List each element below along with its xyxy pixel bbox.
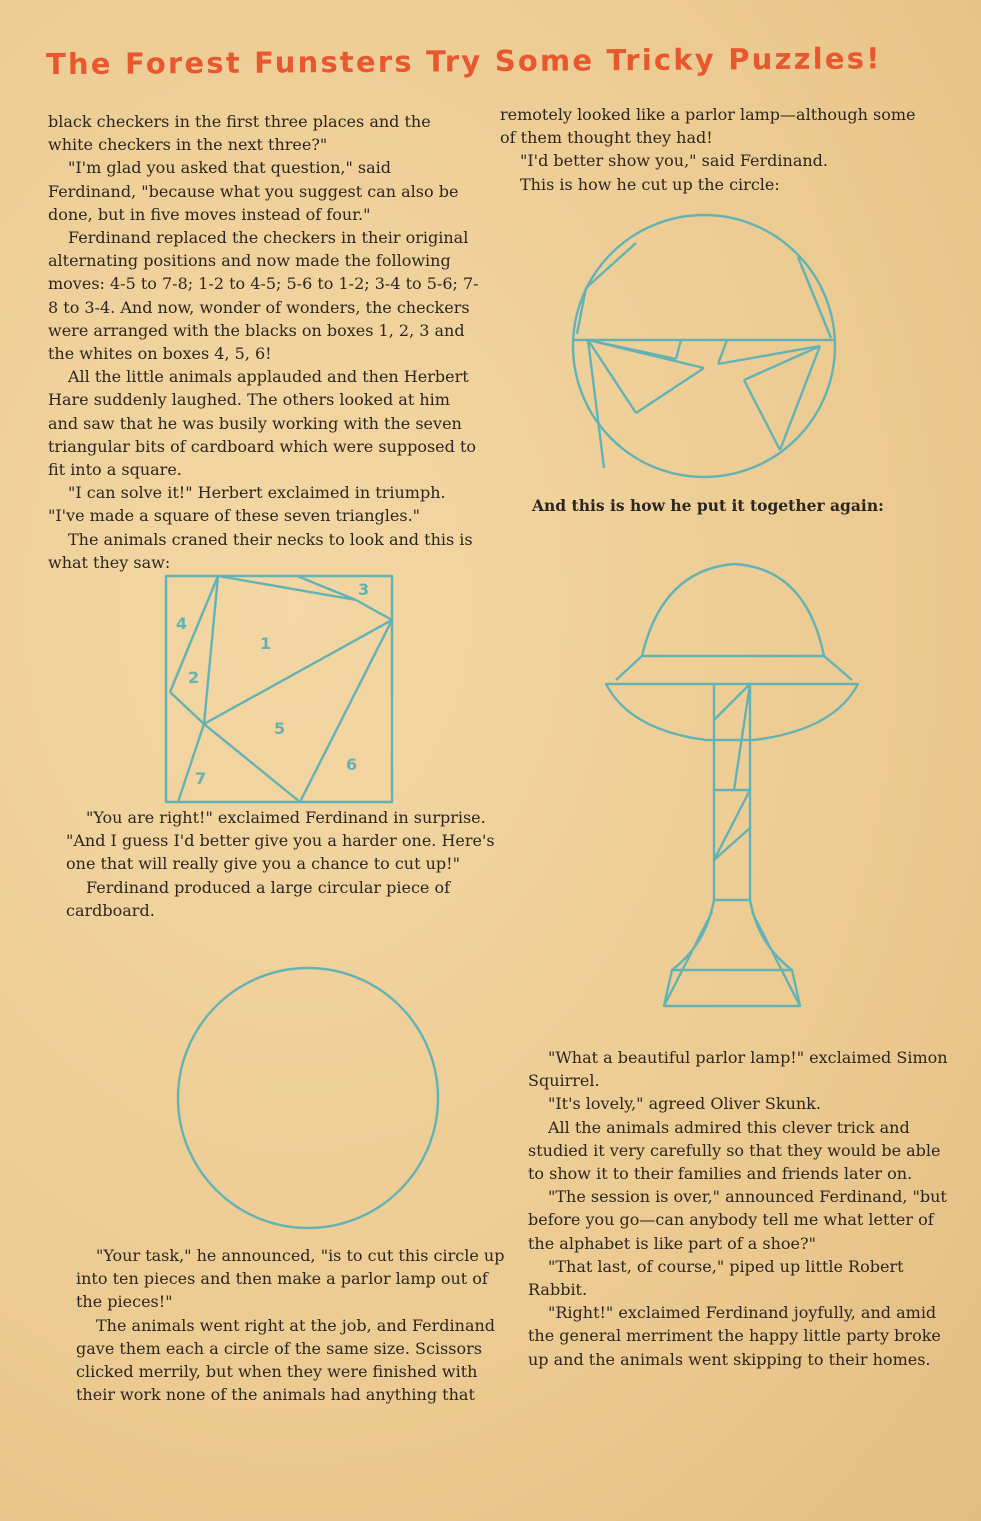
page-title: The Forest Funsters Try Some Tricky Puzzles!	[45, 41, 882, 82]
piece-label-5: 5	[274, 719, 286, 738]
parlor-lamp-drawing	[602, 560, 864, 1022]
lamp-shade	[642, 564, 824, 656]
piece-label-7: 7	[195, 769, 207, 788]
lamp-shade-base	[606, 684, 858, 740]
lamp-foot	[664, 900, 800, 1006]
paragraph: "That last, of course," piped up little Robert Rabbit.	[528, 1256, 904, 1300]
cut-circle-drawing	[566, 210, 842, 486]
cut-circle-figure	[566, 210, 842, 486]
circle-drawing	[172, 962, 444, 1234]
right-column-top-text	[500, 103, 930, 196]
paragraph: "I'm glad you asked that question," said Ferdinand, "because what you suggest can also be done, but in five moves instead of four."	[48, 158, 459, 224]
right-column-bottom-text	[528, 1046, 956, 1371]
paragraph: "It's lovely," agreed Oliver Skunk.	[548, 1094, 821, 1114]
paragraph: "Right!" exclaimed Ferdinand joyfully, and amid the general merriment the happy little party broke up and the animals went skipping to their homes.	[528, 1303, 941, 1369]
paragraph: "The session is over," announced Ferdinand, "but before you go—can anybody tell me what letter of the alphabet is like part of a shoe?"	[528, 1187, 947, 1253]
paragraph: "I'd better show you," said Ferdinand.	[520, 151, 828, 171]
piece-label-1: 1	[260, 634, 272, 653]
paragraph: Ferdinand replaced the checkers in their original alternating positions and now made the following moves: 4-5 to 7-8; 1-2 to 4-5; 5-6 to 1-2; 3-4 to 5-6; 7-8 to 3-4. And now, wonder of wonders, the checkers were arranged with the blacks on boxes 1, 2, 3 and the whites on boxes 4, 5, 6!	[48, 228, 479, 364]
piece-label-2: 2	[188, 668, 200, 687]
paragraph: black checkers in the first three places and the white checkers in the next three?"	[48, 112, 431, 155]
paragraph: The animals went right at the job, and Ferdinand gave them each a circle of the same size. Scissors clicked merrily, but when they were finished with their work none of the animals had anything that	[76, 1315, 496, 1405]
square-puzzle-drawing	[162, 572, 398, 808]
parlor-lamp-figure	[602, 560, 864, 1022]
paragraph: All the little animals applauded and then Herbert Hare suddenly laughed. The others looked at him and saw that he was busily working with the seven triangular bits of cardboard which were supposed to fit into a square.	[48, 367, 477, 480]
piece-label-4: 4	[176, 614, 188, 633]
circle-figure	[172, 962, 444, 1234]
left-column-top-text	[48, 110, 480, 574]
left-column-bottom-text	[76, 1244, 508, 1406]
lamp-caption: And this is how he put it together again:	[532, 496, 884, 515]
paragraph: This is how he cut up the circle:	[520, 174, 780, 194]
paragraph: The animals craned their necks to look and this is what they saw:	[48, 529, 473, 572]
cardboard-circle	[178, 968, 438, 1228]
paragraph: "What a beautiful parlor lamp!" exclaimed Simon Squirrel.	[528, 1048, 948, 1091]
paragraph: Ferdinand produced a large circular piece of cardboard.	[66, 877, 451, 920]
piece-label-3: 3	[358, 580, 370, 599]
piece-label-6: 6	[346, 755, 358, 774]
paragraph: "You are right!" exclaimed Ferdinand in surprise. "And I guess I'd better give you a harder one. Here's one that will really give you a chance to cut up!"	[66, 808, 495, 874]
square-puzzle-figure	[162, 572, 398, 808]
paragraph: "Your task," he announced, "is to cut this circle up into ten pieces and then make a parlor lamp out of the pieces!"	[76, 1246, 505, 1312]
paragraph: All the animals admired this clever trick and studied it very carefully so that they would be able to show it to their families and friends later on.	[528, 1117, 941, 1184]
paragraph: "I can solve it!" Herbert exclaimed in triumph. "I've made a square of these seven triangles."	[48, 483, 446, 526]
left-column-middle-text	[66, 806, 496, 922]
paragraph: remotely looked like a parlor lamp—although some of them thought they had!	[500, 105, 916, 148]
